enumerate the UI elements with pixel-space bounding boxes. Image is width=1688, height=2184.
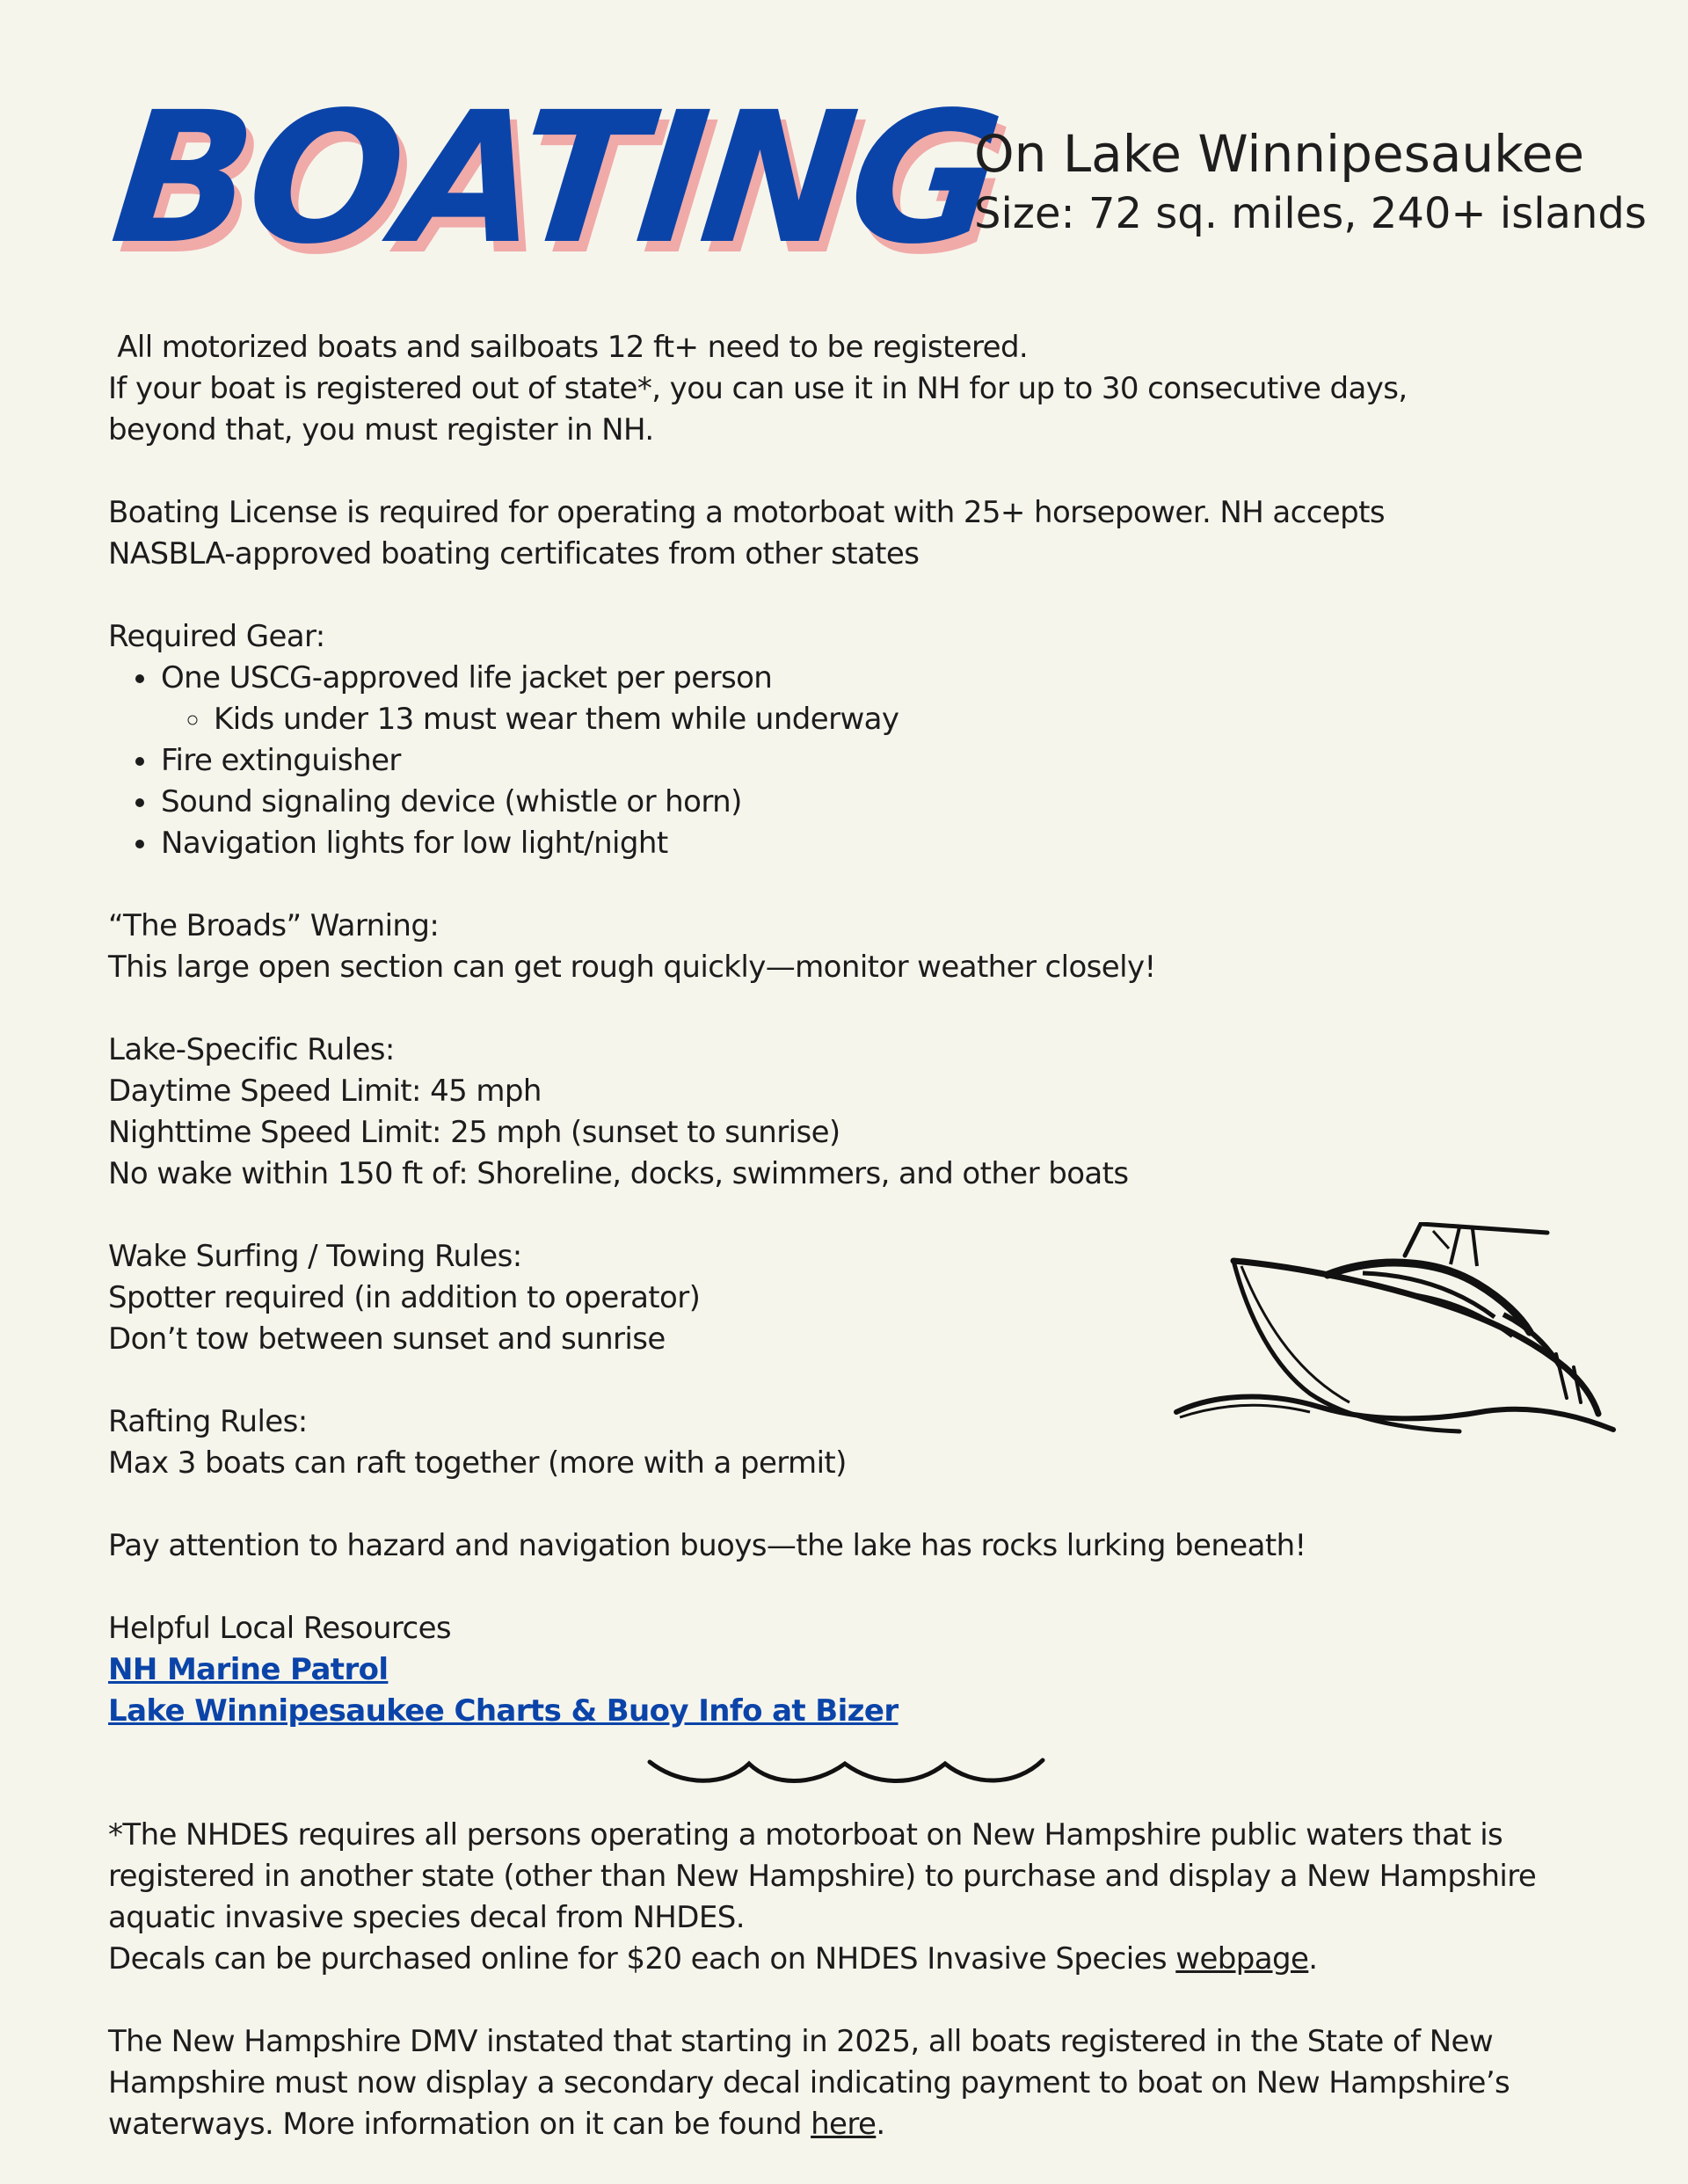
registration-line-2: If your boat is registered out of state*, you can use it in NH for up to 30 consecutive days,: [108, 371, 1408, 406]
required-gear-list: [108, 658, 1620, 864]
list-item: • One USCG-approved life jacket per person ◦ Kids under 13 must wear them while underway: [159, 658, 1620, 740]
lake-rules-heading: Lake-Specific Rules:: [108, 1032, 395, 1067]
list-item: • Sound signaling device (whistle or horn): [159, 782, 1620, 823]
required-gear-sublist: [161, 699, 1620, 740]
lake-rule-line: Nighttime Speed Limit: 25 mph (sunset to sunrise): [108, 1115, 840, 1150]
footnote-line-1: *The NHDES requires all persons operating a motorboat on New Hampshire public waters that is: [108, 1817, 1503, 1853]
required-gear-heading: Required Gear:: [108, 619, 325, 654]
footnote-line-4: Decals can be purchased online for $20 each on NHDES Invasive Species webpage.: [108, 1941, 1318, 1977]
wake-rules-heading: Wake Surfing / Towing Rules:: [108, 1239, 522, 1274]
dmv-line-2: Hampshire must now display a secondary decal indicating payment to boat on New Hampshire’s: [108, 2065, 1510, 2100]
list-item: • Navigation lights for low light/night: [159, 823, 1620, 864]
speedboat-icon: [1169, 1222, 1626, 1442]
registration-line-1: All motorized boats and sailboats 12 ft+ need to be registered.: [108, 330, 1029, 365]
rafting-rule-text: Max 3 boats can raft together (more with a permit): [108, 1445, 847, 1481]
resources-heading: Helpful Local Resources: [108, 1611, 452, 1646]
dmv-line-1: The New Hampshire DMV instated that starting in 2025, all boats registered in the State of New: [108, 2024, 1494, 2059]
lake-name-subtitle: On Lake Winnipesaukee: [974, 124, 1585, 184]
wake-rule-line: Spotter required (in addition to operator): [108, 1280, 701, 1315]
hazard-warning: Pay attention to hazard and navigation buoys—the lake has rocks lurking beneath!: [108, 1528, 1306, 1563]
wake-rule-line: Don’t tow between sunset and sunrise: [108, 1321, 666, 1357]
license-line-1: Boating License is required for operating a motorboat with 25+ horsepower. NH accepts: [108, 495, 1385, 530]
wave-divider-icon: [646, 1755, 1046, 1790]
lake-rule-line: Daytime Speed Limit: 45 mph: [108, 1074, 542, 1109]
footnote-line-2: registered in another state (other than New Hampshire) to purchase and display a New Hampshire: [108, 1859, 1537, 1894]
footnote-line-3: aquatic invasive species decal from NHDES.: [108, 1900, 745, 1935]
page-title: BOATING: [104, 73, 1008, 284]
registration-line-3: beyond that, you must register in NH.: [108, 412, 654, 448]
broads-warning-heading: “The Broads” Warning:: [108, 908, 440, 943]
list-item: ◦ Kids under 13 must wear them while underway: [212, 699, 1620, 740]
rafting-rules-heading: Rafting Rules:: [108, 1404, 308, 1439]
lake-size: Size: 72 sq. miles, 240+ islands: [974, 189, 1647, 238]
license-line-2: NASBLA-approved boating certificates from other states: [108, 536, 920, 571]
nhdes-webpage-link[interactable]: webpage: [1175, 1941, 1309, 1977]
dmv-line-3: waterways. More information on it can be found here.: [108, 2107, 885, 2142]
list-item: • Fire extinguisher: [159, 740, 1620, 782]
dmv-info-here-link[interactable]: here: [811, 2107, 877, 2142]
charts-buoy-info-link[interactable]: Lake Winnipesaukee Charts & Buoy Info at Bizer: [108, 1693, 899, 1729]
broads-warning-text: This large open section can get rough quickly—monitor weather closely!: [108, 950, 1156, 985]
nh-marine-patrol-link[interactable]: NH Marine Patrol: [108, 1652, 389, 1687]
lake-rule-line: No wake within 150 ft of: Shoreline, docks, swimmers, and other boats: [108, 1156, 1129, 1191]
